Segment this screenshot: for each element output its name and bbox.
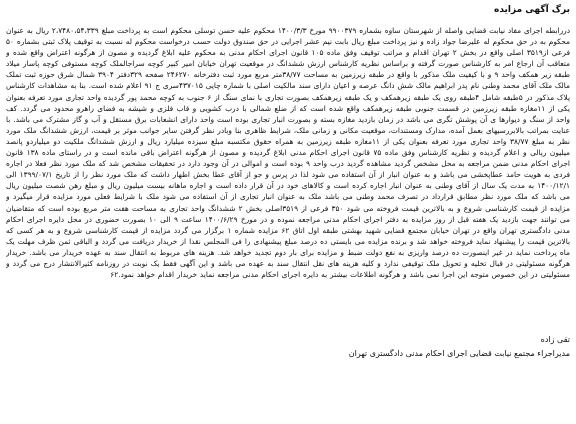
signer-name: تقی زاده bbox=[540, 335, 570, 344]
spacer bbox=[6, 313, 570, 327]
notice-body-text: دررابطه اجرای مفاد نیابت قضایی واصله از شهرستان ساوه بشماره ۹۹۰۰۳۷۹ مورخ ۱۴۰۰/۳/۳ محکوم علیه حسن توسلی محکوم است به پرداخت مبلغ ۲،۷۴۸۰،۵۴،۳۳۹ ریال به عنوان محکوم به در حق محکوم له علیرضا جواد زاده و نیز پرداخت مبلغ ریال بابت نیم عشر اجرایی در حق صندوق دولت حسب درخواست محکوم له نسبت به توقیف پلاک ثبتی بشماره ۵۰ فرعی از۳۵۱۹ اصلی واقع در بخش ۲ تهران اقدام و مراتب توقیف وفق ماده ۱۰۵ قانون اجرای احکام مدنی به محکوم علیه ابلاغ گردیده و مصون از هرگونه اعتراض واقع شده و متعاقب آن ارجاع امر به کارشناس صورت گرفته و براساس نظریه کارشناس ارزش ششدانگ در موقعیت تهران خیابان امیر کبیر کوچه سراجالملک کوچه مستوفی کوچه پاسار میلاد طبقه زیر همکف واحد ۹ و با کیفیت ملک مذکور با واقع در طبقه زیرزمین به مساحت ۳۸/۷۷متر مربع مورد ثبت دفترخانه ۲۴۶۲۷۰ صفحه ۳۲۹دفتر ۳۹۰۴ شمال شرق حوزه ثبت تملک مالک ملک آقای محمد وطنی نام پدر ابراهیم مالک شش دانگ عرصه و اعیان دارای سند مالکیت اصلی با شماره چاپی ۴۳۷۰۱۵سری ج ۹۱ اعلام شده است. بنا به مشاهدات کارشناس پلاک مذکور در ۵طبقه شامل ۴طبقه روی یک طبقه زیرهمکف و یک طبقه زیرهمکف بصورت تجاری با نمای سنگ از ۶ جنوب به کوچه محمد پور گردیده واحد تجاری مورد تعرفه بعنوان یکی از ۱۱مغازه طبقه زیرزمین در قسمت جنوبی طبقه زیرهمکف واقع شده است که از ضلع شمالی با درب کشویی و قاب فلزی و شیشه به فضای راهرو محدود می گردد. کف واحد از سنگ و دیوارها ی آن پوشش تگری می باشد در زمان بازدید مغازه بسته و بصورت انبار تجاری بوده است واحد دارای انشعابات برق مستقل و آب و گاز مشترک می باشد. با عنایت بمراتب بالابررسیهای بعمل آمده، مدارک ومستندات، موقعیت مکانی و زمانی ملک، شرایط ظاهری بنا وبادر نظر گرفتن سایر جوانب موثر بر قیمت، ارزش ششدانگ ملک مورد نظر به مبلغ ۳۸/۷۷ واحد تجاری مورد تعرفه بعنوان یکی از ۱۱مغازه طبقه زیرزمین به همراه حقوق مکتسبه مبلغ سیزده میلیارد ریال و ارزش ششدانگ ملکیت دو میلیاردو پانصد میلیون ریالی و اعلام گردیده و نظریه کارشناس وفق ماده ۷۵ قانون اجرای احکام مدنی ابلاغ گردیده و مصون از هرگونه اعتراض باقی مانده است و در راستای ماده ۱۳۸ قانون اجرای احکام مدنی ضمن مراجعه به محل مشخص گردید مشاهده گردید درب واحد ۹ بوده است و اموالی در آن وجود دارد در تحقیقات مشخص شد که ملک مورد نظر فعلا در اجاره فردی به هویت حامد عطاپخشی می باشد و به عنوان انبار از آن استفاده می شود لذا در پرس و جو از آقای عطا بخش اظهار داشت که ملک مورد نظر را از تاریخ ۱۳۹۹/۰۷/۱ الی ۱۴۰۰/۱۲/۱ به مدت یک سال از آقای وطنی به عنوان انبار اجاره کرده است و کالاهای خود در آن قرار داده است و اجاره ماهانه بیست میلیون ریال و مبلغ رهن شصت میلیون ریال می باشد که ملک مورد نظر مطابق قرارداد در تصرف محمد وطنی می باشد ملک به عنوان انبار تجاری از آن استفاده می شود ملک با شرایط فعلی مورد مزایده قرار میگیرد و مزایده از قیمت کارشناسی شروع و به بالاترین قیمت فروخته می شود ۳۵۰ فرعی از ۳۵۱۹اصلی بخش ۲ ششدانگ واحد تجاری به مساحت هفت متر مربع بوده است که متقاضیان می توانند جهت بازدید یک هفته قبل از روز مزایده به دفتر اجرای احکام مدنی مراجعه نموده و در مورخ ۱۴۰۰/۶/۲۹ ساعت ۹ الی ۱۰ بصورت حضوری در محل دایره اجرای احکام مدنی دادگستری تهران واقع در تهران خیابان مجتمع قضایی شهید بهشتی طبقه اول اتاق ۶۲ مزایده شماره ۱ برگزار می گردد مزایده از قیمت کارشناسی شروع و به هر کسی که بالاترین قیمت را پیشنهاد نماید فروخته خواهد شد و برنده مزایده می بایستی ده درصد مبلغ پیشنهادی را فی المجلس نقدا از خریدار دریافت می گردد و الباقی ثمن ظرف مهلت یک ماه پرداخت نماید در غیر اینصورت ده درصد واریزی به نفع دولت ضبط و مزایده برای بار دوم تجدید خواهد شد. هزینه های مربوط به انتقال سند به عهده خریدار می باشد. خریدار هرگونه مسئولیتی در قبال تخلیه و تحویل ملک توقیفی ندارد و کلیه هزینه های نقل انتقال سند به عهده می باشد و این آگهی فقط یک نوبت در روزنامه کثیرالانتشار درج می گردد و مسئولیتی در این خصوص متوجه این اجرا نمی باشد و هرگونه اطلاعات بیشتر به دایره اجرای احکام مدنی مراجعه نماید خریدار اقدام خواهد نمود.۶۲ bbox=[6, 26, 570, 280]
signer-organization: مدیراجراء مجتمع نیابت قضایی اجرای احکام مدنی دادگستری تهران bbox=[348, 349, 570, 358]
notice-title: برگ آگهی مزایده bbox=[494, 5, 570, 15]
